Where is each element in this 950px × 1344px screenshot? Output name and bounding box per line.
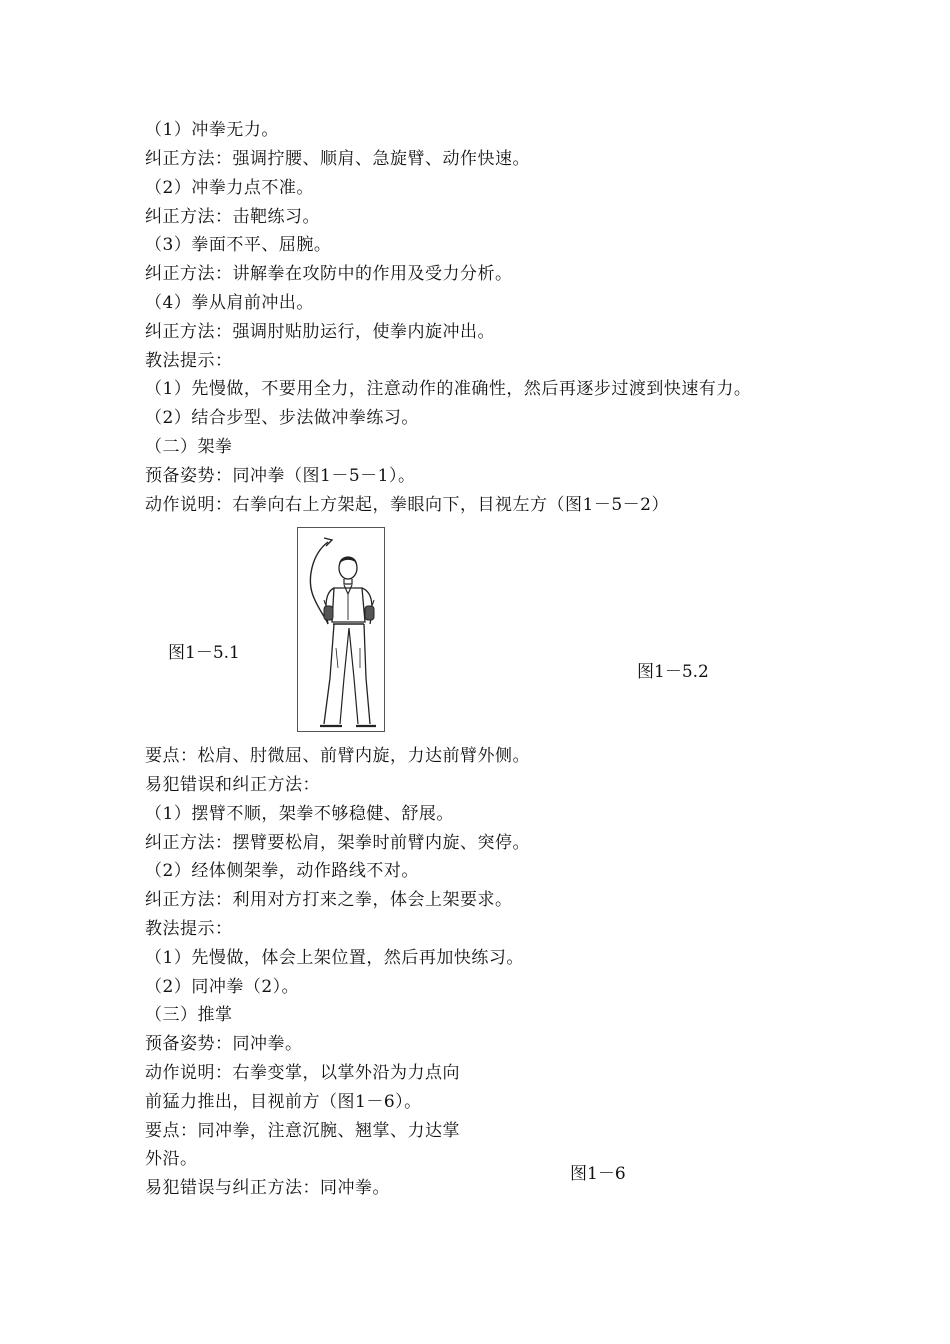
section-heading-jiaquan: （二）架拳: [145, 437, 233, 457]
figure-caption-1-5-1: 图1－5.1: [168, 643, 240, 663]
error-item-1: （1）冲拳无力。: [145, 120, 279, 140]
teaching-tip-1: （1）先慢做，不要用全力，注意动作的准确性，然后再逐步过渡到快速有力。: [145, 379, 752, 399]
tui-action-line-2: 前猛力推出，目视前方（图1－6）。: [145, 1092, 422, 1112]
tui-key-points-line-1: 要点：同冲拳，注意沉腕、翘掌、力达掌: [145, 1121, 460, 1141]
jia-correction-1: 纠正方法：摆臂要松肩，架拳时前臂内旋、突停。: [145, 833, 530, 853]
correction-4: 纠正方法：强调肘贴肋运行，使拳内旋冲出。: [145, 322, 495, 342]
correction-1: 纠正方法：强调拧腰、顺肩、急旋臂、动作快速。: [145, 149, 530, 169]
section-heading-tuizhang: （三）推掌: [145, 1005, 233, 1025]
key-points: 要点：松肩、肘微屈、前臂内旋，力达前臂外侧。: [145, 746, 530, 766]
jia-error-2: （2）经体侧架拳，动作路线不对。: [145, 861, 419, 881]
error-item-3: （3）拳面不平、屈腕。: [145, 235, 332, 255]
teaching-tip-2: （2）结合步型、步法做冲拳练习。: [145, 408, 419, 428]
tui-key-points-line-2: 外沿。: [145, 1149, 198, 1169]
jia-teaching-tips-heading: 教法提示：: [145, 919, 233, 939]
correction-2: 纠正方法：击靶练习。: [145, 207, 320, 227]
ready-posture: 预备姿势：同冲拳（图1－5－1）。: [145, 466, 416, 486]
jia-correction-2: 纠正方法：利用对方打来之拳，体会上架要求。: [145, 890, 513, 910]
teaching-tips-heading: 教法提示：: [145, 351, 233, 371]
common-errors-heading: 易犯错误和纠正方法：: [145, 775, 320, 795]
standing-figure-drawing: [298, 528, 384, 731]
figure-1-5-illustration: [297, 527, 385, 732]
error-item-2: （2）冲拳力点不准。: [145, 178, 314, 198]
jia-error-1: （1）摆臂不顺，架拳不够稳健、舒展。: [145, 804, 454, 824]
jia-teaching-tip-2: （2）同冲拳（2）。: [145, 977, 300, 997]
error-item-4: （4）拳从肩前冲出。: [145, 293, 314, 313]
figure-caption-1-5-2: 图1－5.2: [637, 662, 709, 682]
correction-3: 纠正方法：讲解拳在攻防中的作用及受力分析。: [145, 264, 513, 284]
tui-common-errors: 易犯错误与纠正方法：同冲拳。: [145, 1178, 390, 1198]
jia-teaching-tip-1: （1）先慢做，体会上架位置，然后再加快练习。: [145, 948, 524, 968]
tui-ready-posture: 预备姿势：同冲拳。: [145, 1034, 303, 1054]
figure-caption-1-6: 图1－6: [570, 1164, 626, 1184]
action-description: 动作说明：右拳向右上方架起，拳眼向下，目视左方（图1－5－2）: [145, 495, 669, 515]
tui-action-line-1: 动作说明：右拳变掌，以掌外沿为力点向: [145, 1063, 460, 1083]
